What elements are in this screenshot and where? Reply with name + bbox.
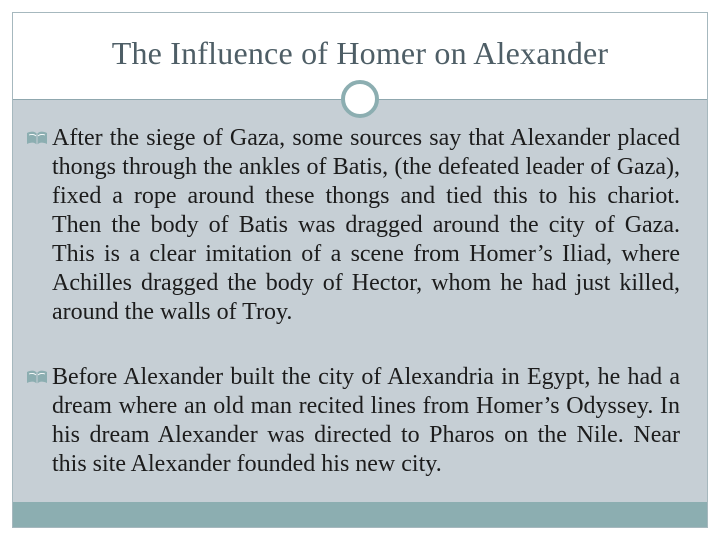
bullet-item	[16, 363, 680, 479]
open-book-icon	[26, 369, 48, 385]
slide-title: The Influence of Homer on Alexander	[111, 35, 609, 71]
bullet-item	[16, 124, 680, 327]
circle-divider-icon	[341, 80, 379, 118]
footer-bar	[13, 502, 707, 527]
bullet-text: After the siege of Gaza, some sources say that Alexander placed thongs through the ankles of Batis, (the defeated leader of Gaza), fixed a rope around these thongs and tied this to his chariot. Then the body of Batis was dragged around the city of Gaza. This is a clear imitation of a scene from Homer’s Iliad, where Achilles dragged the body of Hector, whom he had just killed, around the walls of Troy.	[52, 125, 680, 325]
bullet-text: Before Alexander built the city of Alexandria in Egypt, he had a dream where an old man recited lines from Homer’s Odyssey. In his dream Alexander was directed to Pharos on the Nile. Near this site Alexander founded his new city.	[52, 364, 680, 477]
open-book-icon	[26, 130, 48, 146]
bullet-list	[16, 124, 680, 515]
